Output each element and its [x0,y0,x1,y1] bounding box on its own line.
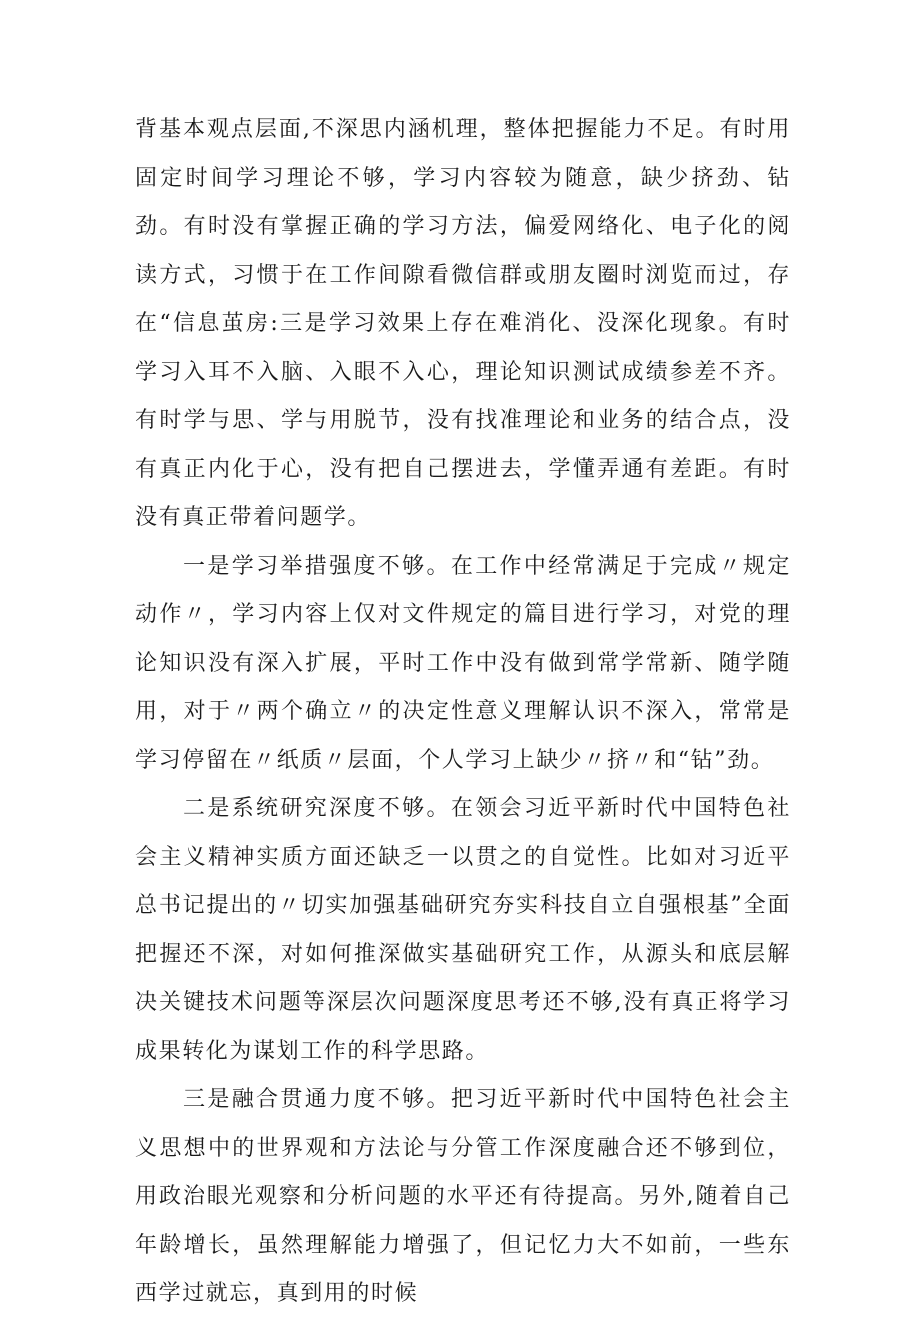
document-body [135,106,791,1319]
paragraph-point-three: 三是融合贯通力度不够。把习近平新时代中国特色社会主义思想中的世界观和方法论与分管工作深度融合还不够到位，用政治眼光观察和分析问题的水平还有待提高。另外,随着自己年龄增长，虽然理解能力增强了，但记忆力大不如前，一些东西学过就忘，真到用的时候 [135,1087,791,1306]
paragraph-continuation: 背基本观点层面,不深思内涵机理，整体把握能力不足。有时用固定时间学习理论不够，学习内容较为随意，缺少挤劲、钻劲。有时没有掌握正确的学习方法，偏爱网络化、电子化的阅读方式，习惯于在工作间隙看微信群或朋友圈时浏览而过，存在“信息茧房:三是学习效果上存在难消化、没深化现象。有时学习入耳不入脑、入眼不入心，理论知识测试成绩参差不齐。有时学与思、学与用脱节，没有找准理论和业务的结合点，没有真正内化于心，没有把自己摆进去，学懂弄通有差距。有时没有真正带着问题学。 [135,117,791,530]
paragraph-point-two: 二是系统研究深度不够。在领会习近平新时代中国特色社会主义精神实质方面还缺乏一以贯之的自觉性。比如对习近平总书记提出的〃切实加强基础研究夯实科技自立自强根基”全面把握还不深，对如何推深做实基础研究工作，从源头和底层解决关键技术问题等深层次问题深度思考还不够,没有真正将学习成果转化为谋划工作的科学思路。 [135,796,791,1064]
paragraph-point-one: 一是学习举措强度不够。在工作中经常满足于完成〃规定动作〃，学习内容上仅对文件规定的篇目进行学习，对党的理论知识没有深入扩展，平时工作中没有做到常学常新、随学随用，对于〃两个确立〃的决定性意义理解认识不深入，常常是学习停留在〃纸质〃层面，个人学习上缺少〃挤〃和“钻”劲。 [135,553,791,773]
